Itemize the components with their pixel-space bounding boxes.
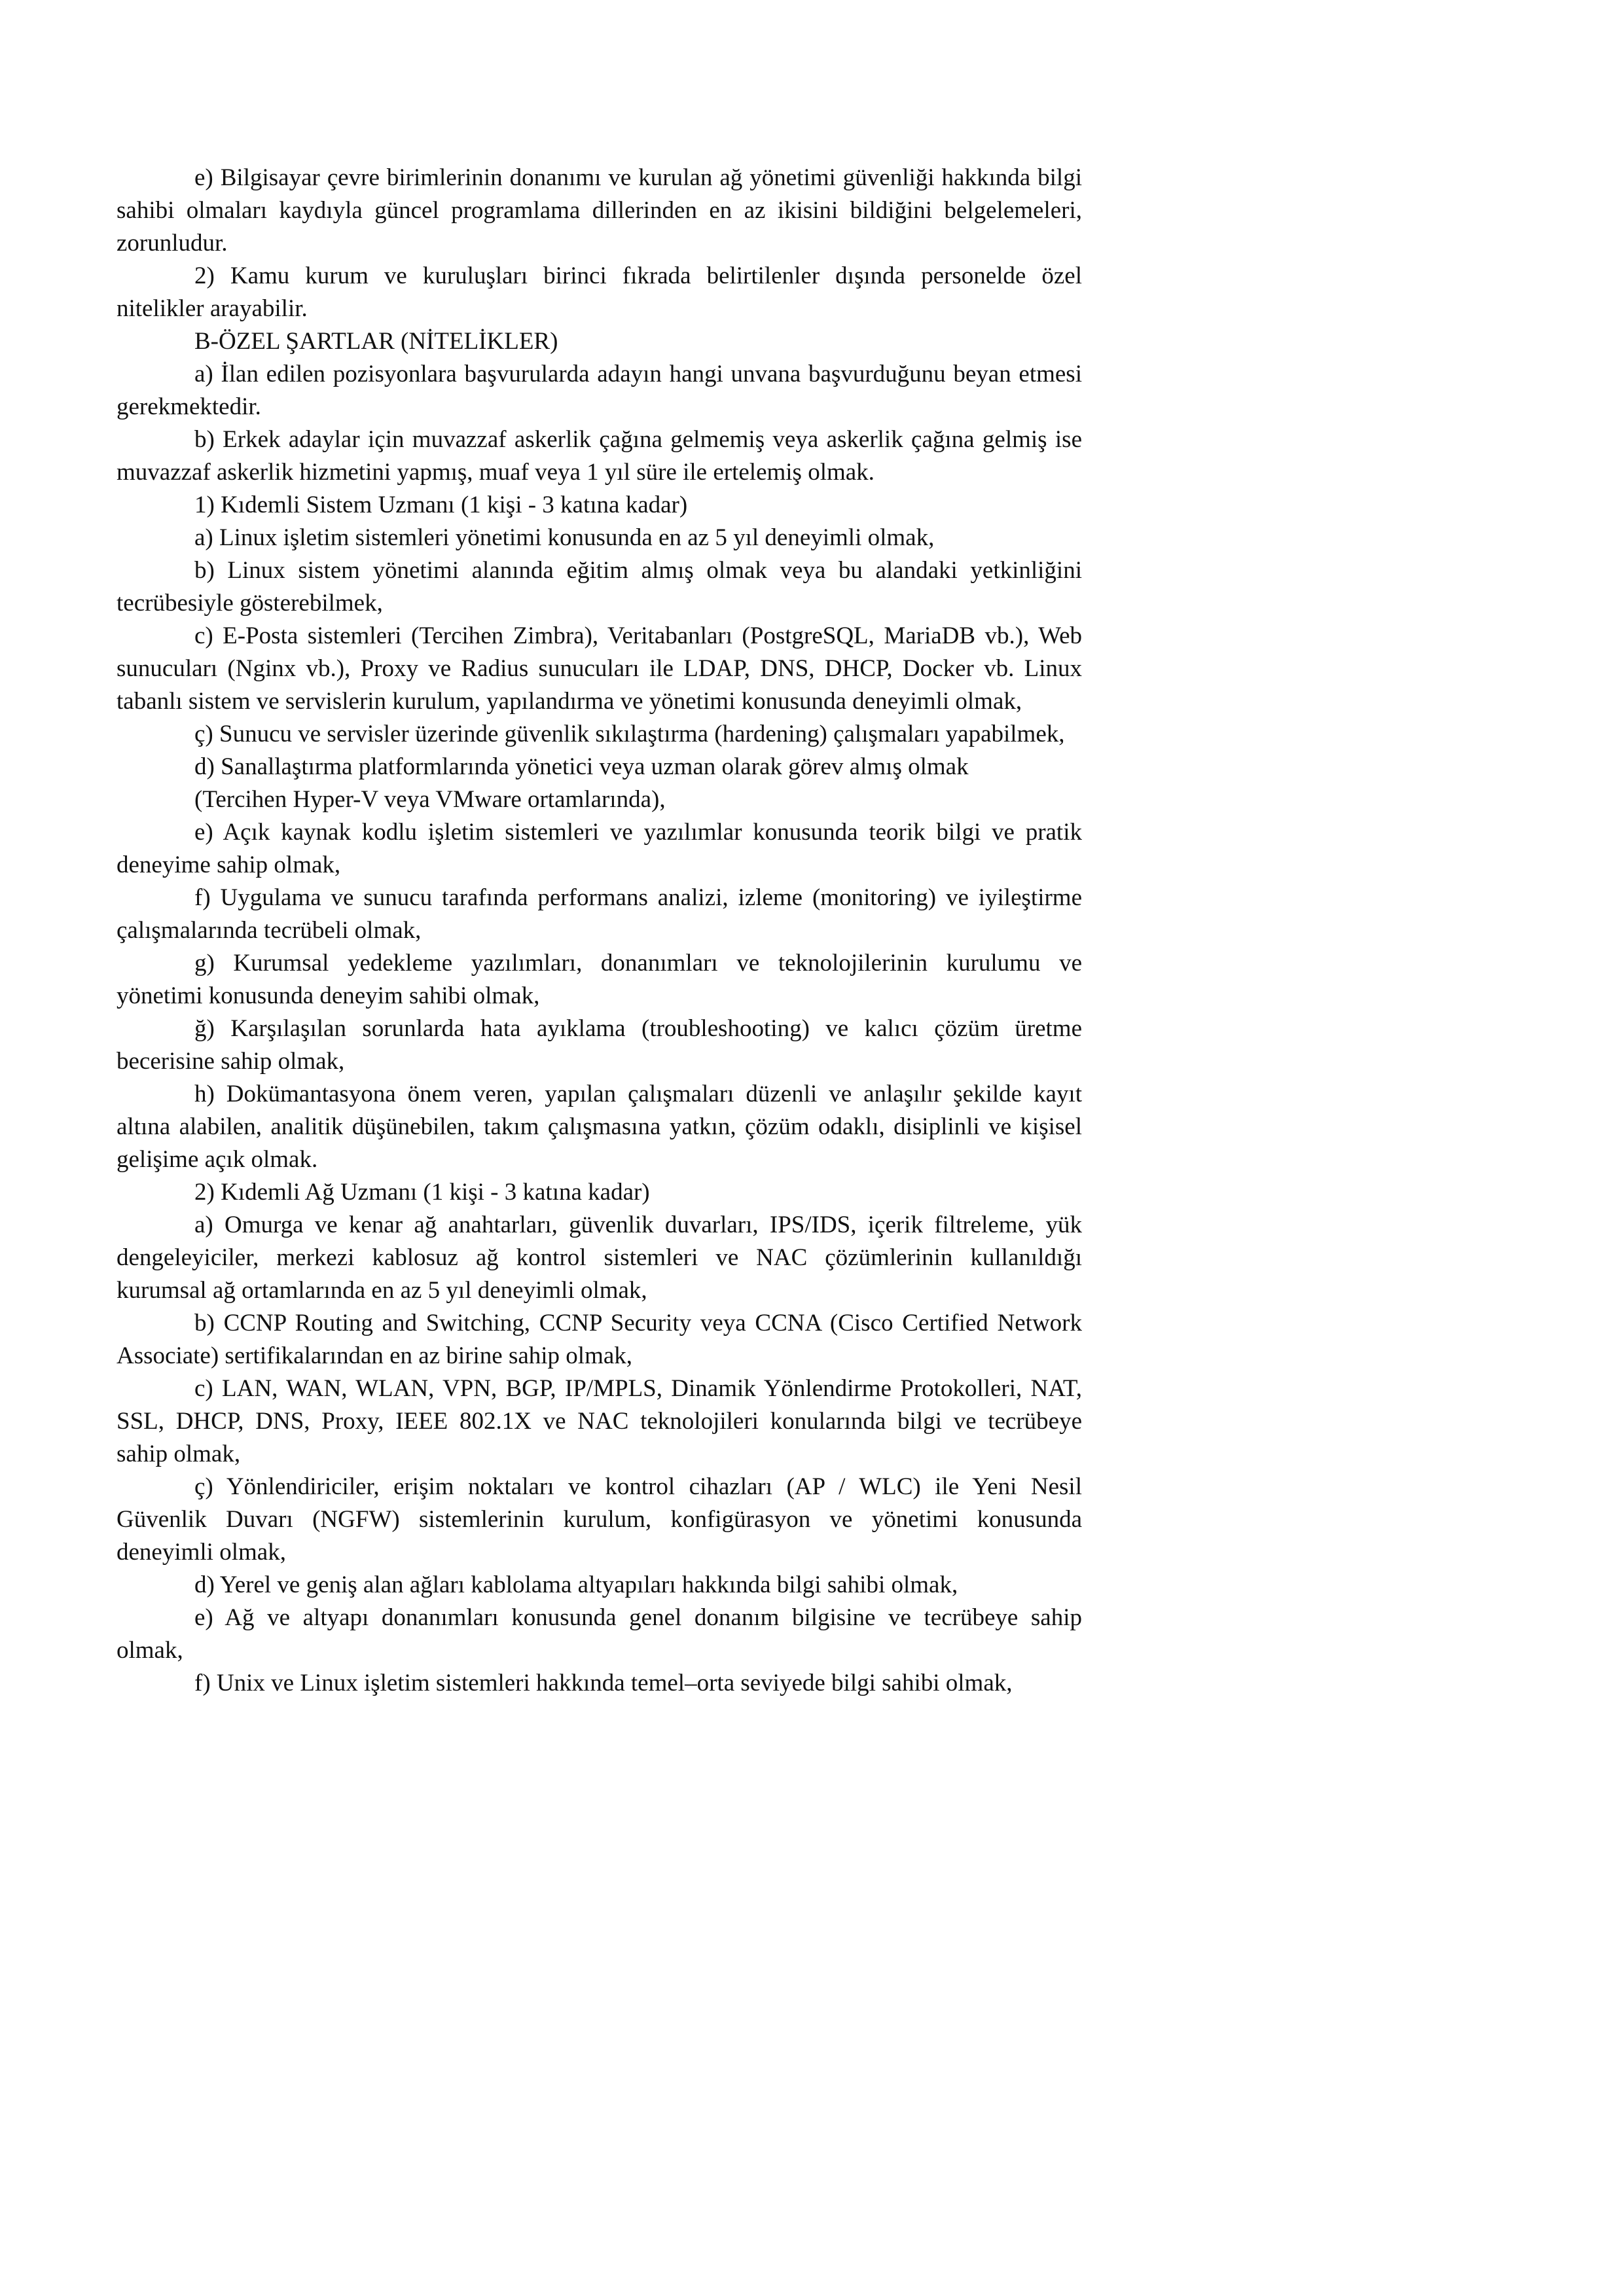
paragraph-first-line: (Tercihen Hyper-V veya VMware ortamlarında),: [194, 786, 666, 813]
paragraph-first-line: ç) Sunucu ve servisler üzerinde güvenlik sıkılaştırma (hardening) çalışmaları yapabilmek,: [194, 721, 1065, 747]
paragraph-first-line: b) CCNP Routing and Switching, CCNP Security veya CCNA (Cisco Certified Network: [194, 1310, 1082, 1336]
paragraph-first-line: e) Ağ ve altyapı donanımları konusunda genel donanım bilgisine ve tecrübeye sahip: [194, 1604, 1082, 1631]
paragraph-continuation-line: nitelikler arayabilir.: [117, 295, 308, 322]
paragraph-first-line: c) E-Posta sistemleri (Tercihen Zimbra), Veritabanları (PostgreSQL, MariaDB vb.), Web: [194, 622, 1082, 649]
paragraph-continuation-line: Güvenlik Duvarı (NGFW) sistemlerinin kurulum, konfigürasyon ve yönetimi konusunda: [117, 1506, 1082, 1533]
paragraph-first-line: a) İlan edilen pozisyonlara başvurularda adayın hangi unvana başvurduğunu beyan etmesi: [194, 361, 1082, 387]
paragraph-first-line: a) Omurga ve kenar ağ anahtarları, güvenlik duvarları, IPS/IDS, içerik filtreleme, yük: [194, 1211, 1082, 1238]
paragraph-continuation-line: zorunludur.: [117, 230, 228, 257]
paragraph-continuation-line: deneyimli olmak,: [117, 1539, 286, 1566]
paragraph-continuation-line: olmak,: [117, 1637, 183, 1664]
paragraph-first-line: b) Erkek adaylar için muvazzaf askerlik çağına gelmemiş veya askerlik çağına gelmiş ise: [194, 426, 1082, 453]
paragraph-continuation-line: tecrübesiyle gösterebilmek,: [117, 590, 383, 617]
paragraph-first-line: 2) Kıdemli Ağ Uzmanı (1 kişi - 3 katına kadar): [194, 1179, 650, 1206]
paragraph-continuation-line: çalışmalarında tecrübeli olmak,: [117, 917, 422, 944]
paragraph-continuation-line: tabanlı sistem ve servislerin kurulum, yapılandırma ve yönetimi konusunda deneyimli olmak,: [117, 688, 1022, 715]
paragraph-first-line: f) Uygulama ve sunucu tarafında performans analizi, izleme (monitoring) ve iyileştirme: [194, 884, 1082, 911]
paragraph-continuation-line: gelişime açık olmak.: [117, 1146, 318, 1173]
paragraph-continuation-line: sunucuları (Nginx vb.), Proxy ve Radius sunucuları ile LDAP, DNS, DHCP, Docker vb. Linux: [117, 655, 1082, 682]
paragraph-first-line: 2) Kamu kurum ve kuruluşları birinci fıkrada belirtilenler dışında personelde özel: [194, 262, 1082, 289]
paragraph-first-line: d) Sanallaştırma platformlarında yönetici veya uzman olarak görev almış olmak: [194, 753, 969, 780]
paragraph-first-line: a) Linux işletim sistemleri yönetimi konusunda en az 5 yıl deneyimli olmak,: [194, 524, 935, 551]
paragraph-first-line: d) Yerel ve geniş alan ağları kablolama altyapıları hakkında bilgi sahibi olmak,: [194, 1571, 958, 1598]
paragraph-continuation-line: yönetimi konusunda deneyim sahibi olmak,: [117, 982, 540, 1009]
document-body-text: [117, 162, 1082, 1700]
paragraph-continuation-line: SSL, DHCP, DNS, Proxy, IEEE 802.1X ve NAC teknolojileri konularında bilgi ve tecrübeye: [117, 1408, 1082, 1435]
paragraph-first-line: ğ) Karşılaşılan sorunlarda hata ayıklama (troubleshooting) ve kalıcı çözüm üretme: [194, 1015, 1082, 1042]
paragraph-continuation-line: altına alabilen, analitik düşünebilen, takım çalışmasına yatkın, çözüm odaklı, disiplinli ve kişisel: [117, 1113, 1082, 1140]
paragraph-first-line: b) Linux sistem yönetimi alanında eğitim almış olmak veya bu alandaki yetkinliğini: [194, 557, 1082, 584]
paragraph-first-line: f) Unix ve Linux işletim sistemleri hakkında temel–orta seviyede bilgi sahibi olmak,: [194, 1670, 1013, 1696]
paragraph-continuation-line: becerisine sahip olmak,: [117, 1048, 345, 1075]
paragraph-continuation-line: muvazzaf askerlik hizmetini yapmış, muaf veya 1 yıl süre ile ertelemiş olmak.: [117, 459, 875, 486]
paragraph-continuation-line: dengeleyiciler, merkezi kablosuz ağ kontrol sistemleri ve NAC çözümlerinin kullanıldığı: [117, 1244, 1082, 1271]
paragraph-continuation-line: gerekmektedir.: [117, 393, 261, 420]
paragraph-first-line: h) Dokümantasyona önem veren, yapılan çalışmaları düzenli ve anlaşılır şekilde kayıt: [194, 1081, 1082, 1107]
paragraph-continuation-line: deneyime sahip olmak,: [117, 852, 341, 878]
paragraph-first-line: e) Açık kaynak kodlu işletim sistemleri ve yazılımlar konusunda teorik bilgi ve pratik: [194, 819, 1082, 846]
paragraph-first-line: ç) Yönlendiriciler, erişim noktaları ve kontrol cihazları (AP / WLC) ile Yeni Nesil: [194, 1473, 1082, 1500]
paragraph-continuation-line: Associate) sertifikalarından en az birine sahip olmak,: [117, 1342, 633, 1369]
paragraph-first-line: c) LAN, WAN, WLAN, VPN, BGP, IP/MPLS, Dinamik Yönlendirme Protokolleri, NAT,: [194, 1375, 1082, 1402]
paragraph-continuation-line: kurumsal ağ ortamlarında en az 5 yıl deneyimli olmak,: [117, 1277, 647, 1304]
paragraph-continuation-line: sahibi olmaları kaydıyla güncel programlama dillerinden en az ikisini bildiğini belgelemeleri,: [117, 197, 1082, 224]
paragraph-continuation-line: sahip olmak,: [117, 1441, 241, 1467]
paragraph-first-line: g) Kurumsal yedekleme yazılımları, donanımları ve teknolojilerinin kurulumu ve: [194, 950, 1082, 977]
paragraph-first-line: 1) Kıdemli Sistem Uzmanı (1 kişi - 3 katına kadar): [194, 492, 688, 518]
paragraph-first-line: e) Bilgisayar çevre birimlerinin donanımı ve kurulan ağ yönetimi güvenliği hakkında bilgi: [194, 164, 1082, 191]
paragraph-first-line: B-ÖZEL ŞARTLAR (NİTELİKLER): [194, 328, 558, 355]
